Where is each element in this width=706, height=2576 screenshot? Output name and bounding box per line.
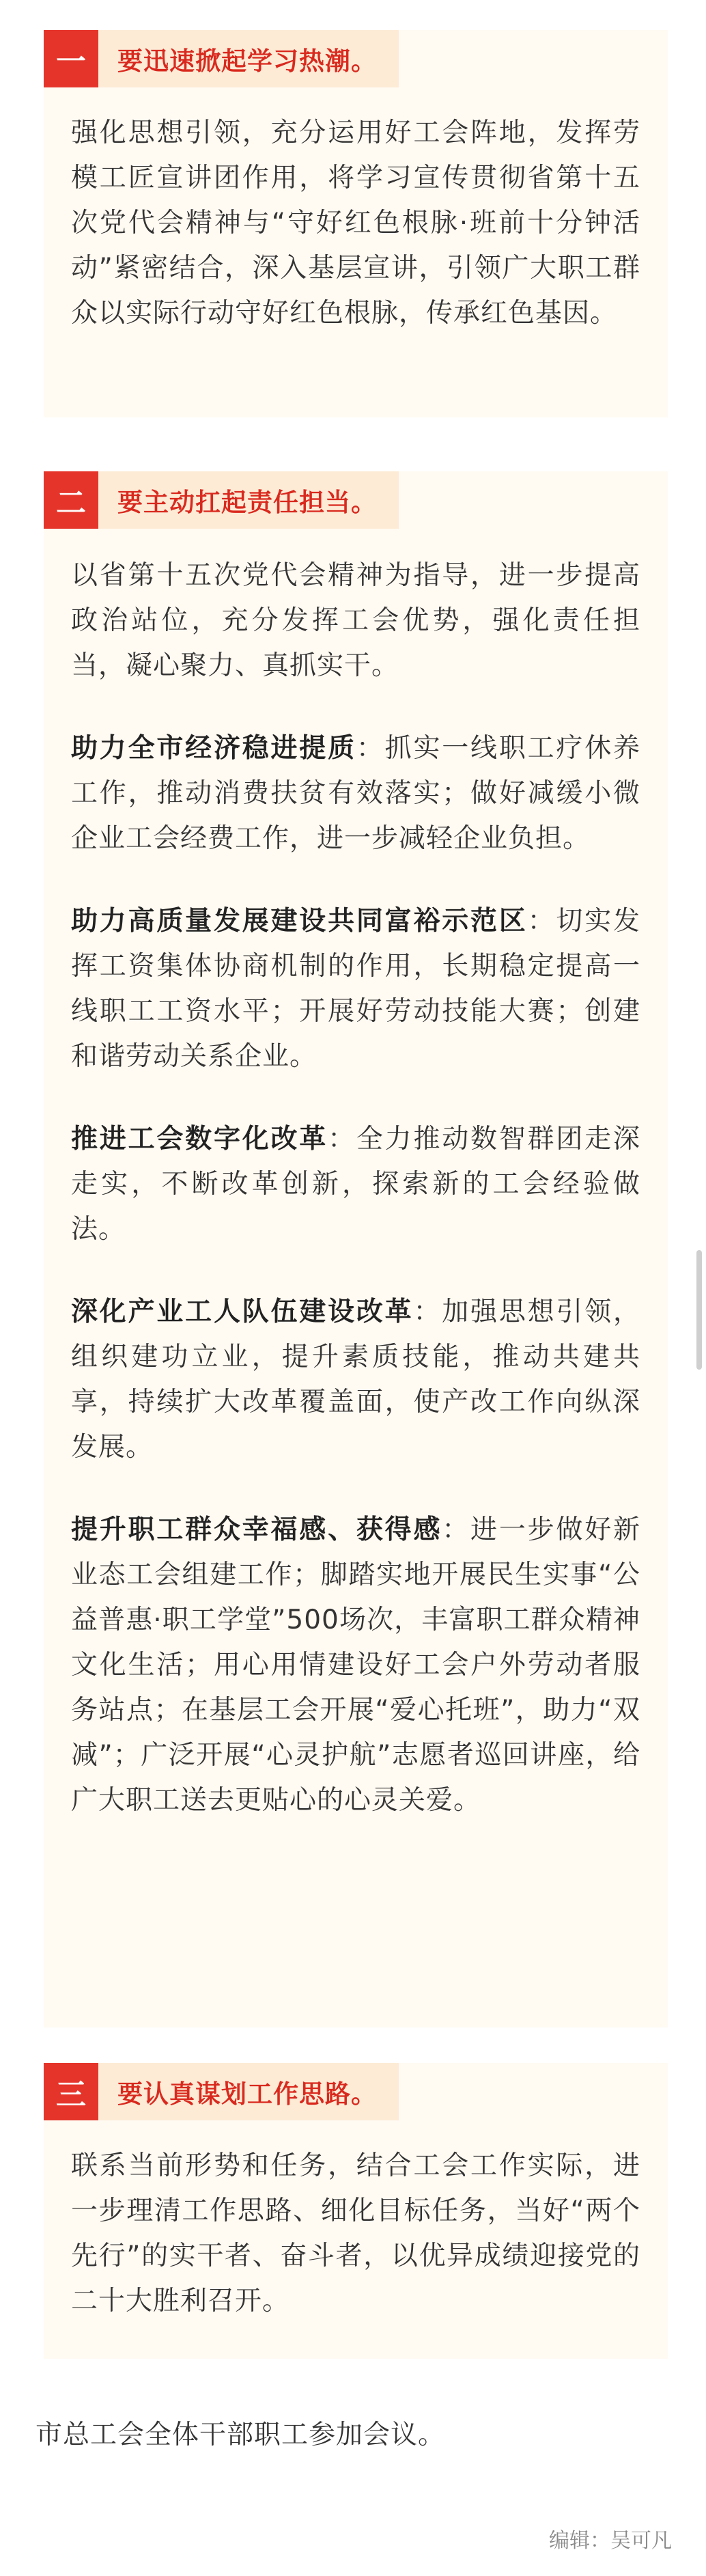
section-2-paragraph-digital xyxy=(71,1117,640,1252)
paragraph-lead: 深化产业工人队伍建设改革 xyxy=(71,1297,414,1327)
paragraph-text: 联系当前形势和任务，结合工会工作实际，进一步理清工作思路、细化目标任务，当好“两个先行”的实干者、奋斗者，以优异成绩迎接党的二十大胜利召开。 xyxy=(71,2150,640,2316)
section-3-title: 要认真谋划工作思路。 xyxy=(117,2079,377,2109)
editor-credit: 编辑：吴可凡 xyxy=(549,2529,672,2553)
section-1-body xyxy=(71,111,640,374)
paragraph-text: ：抓实一线职工疗休养工作，推动消费扶贫有效落实；做好减缓小微企业工会经费工作，进一步减轻企业负担。 xyxy=(71,733,640,854)
paragraph-lead: 助力全市经济稳进提质 xyxy=(71,733,356,764)
paragraph-text: ：全力推动数智群团走深走实，不断改革创新，探索新的工会经验做法。 xyxy=(71,1124,640,1245)
paragraph-lead: 助力高质量发展建设共同富裕示范区 xyxy=(71,906,528,937)
section-2-paragraph-wellbeing xyxy=(71,1508,640,1823)
section-1 xyxy=(44,30,668,417)
section-2-header xyxy=(44,471,399,529)
section-2-paragraph-intro xyxy=(71,553,640,689)
paragraph-text: ：进一步做好新业态工会组建工作；脚踏实地开展民生实事“公益普惠·职工学堂”500场次，丰富职工群众精神文化生活；用心用情建设好工会户外劳动者服务站点；在基层工会开展“爱心托班”，助力“双减”；广泛开展“心灵护航”志愿者巡回讲座，给广大职工送去更贴心的心灵关爱。 xyxy=(71,1514,640,1816)
section-1-title-box xyxy=(98,30,399,87)
section-2-number: 二 xyxy=(44,471,98,529)
section-2-paragraph-prosperity xyxy=(71,899,640,1079)
section-2-paragraph-economy xyxy=(71,726,640,861)
section-2-title: 要主动扛起责任担当。 xyxy=(117,488,377,517)
paragraph-text: 以省第十五次党代会精神为指导，进一步提高政治站位，充分发挥工会优势，强化责任担当，凝心聚力、真抓实干。 xyxy=(71,560,640,681)
section-3-number: 三 xyxy=(44,2063,98,2120)
paragraph-text: ：加强思想引领，组织建功立业，提升素质技能，推动共建共享，持续扩大改革覆盖面，使产改工作向纵深发展。 xyxy=(71,1297,640,1463)
section-1-number: 一 xyxy=(44,30,98,87)
section-3-title-box xyxy=(98,2063,399,2120)
paragraph-lead: 提升职工群众幸福感、获得感 xyxy=(71,1514,442,1545)
paragraph-lead: 推进工会数字化改革 xyxy=(71,1124,328,1154)
paragraph-text: 强化思想引领，充分运用好工会阵地，发挥劳模工匠宣讲团作用，将学习宣传贯彻省第十五次党代会精神与“守好红色根脉·班前十分钟活动”紧密结合，深入基层宣讲，引领广大职工群众以实际行动守好红色根脉，传承红色基因。 xyxy=(71,117,640,329)
paragraph-text: ：切实发挥工资集体协商机制的作用，长期稳定提高一线职工工资水平；开展好劳动技能大赛；创建和谐劳动关系企业。 xyxy=(71,906,640,1072)
section-3-paragraph xyxy=(71,2144,640,2324)
section-1-title: 要迅速掀起学习热潮。 xyxy=(117,46,377,76)
section-2-paragraph-reform xyxy=(71,1290,640,1470)
section-3-body xyxy=(71,2144,640,2324)
closing-statement: 市总工会全体干部职工参加会议。 xyxy=(36,2420,446,2450)
section-3-header xyxy=(44,2063,399,2120)
section-1-header xyxy=(44,30,399,87)
section-2-body xyxy=(71,553,640,1823)
scrollbar-thumb[interactable] xyxy=(696,1250,702,1370)
section-1-paragraph xyxy=(71,111,640,336)
section-2 xyxy=(44,471,668,2027)
section-2-title-box xyxy=(98,471,399,529)
section-3 xyxy=(44,2063,668,2359)
